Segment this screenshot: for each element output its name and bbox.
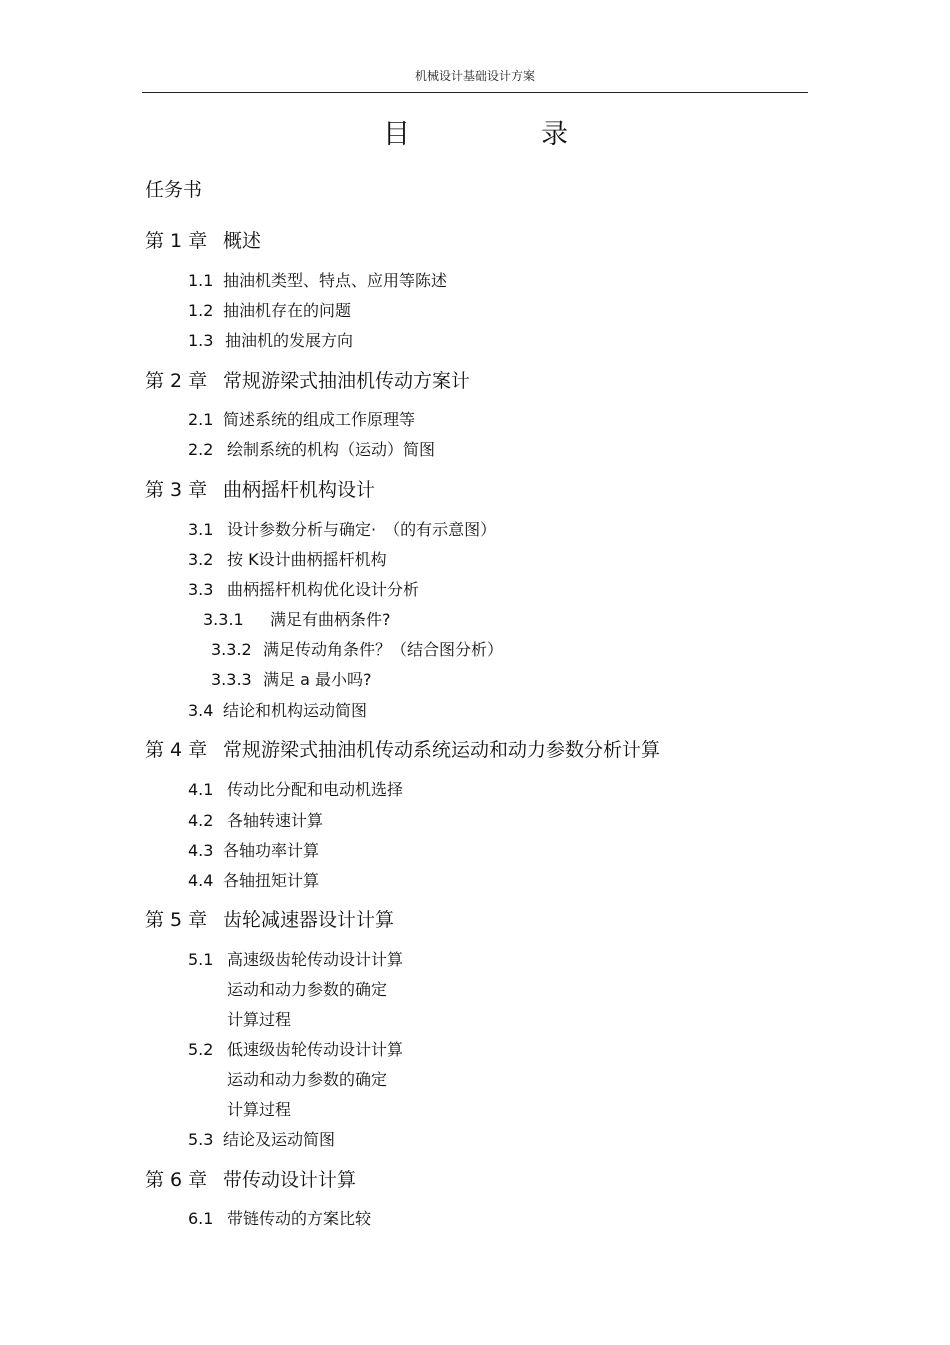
toc-item-5-1-b[interactable]	[227, 1012, 291, 1028]
toc-section-3-1[interactable]	[188, 522, 496, 538]
toc-section-2-1[interactable]	[188, 412, 415, 428]
toc-chapter-title: 带传动设计计算	[223, 1169, 357, 1191]
toc-chapter-1[interactable]	[145, 232, 261, 251]
page-header-text: 机械设计基础设计方案	[414, 69, 535, 83]
toc-section-number: 3.2	[188, 550, 214, 569]
toc-chapter-number: 第 6 章	[145, 1169, 208, 1191]
toc-title-char-2: 录	[541, 119, 568, 150]
toc-chapter-number: 第 5 章	[145, 909, 208, 931]
toc-section-title: 计算过程	[227, 1100, 292, 1119]
toc-section-1-2[interactable]	[188, 303, 351, 319]
toc-section-number: 4.2	[188, 811, 214, 830]
toc-chapter-title: 曲柄摇杆机构设计	[223, 479, 376, 501]
toc-section-1-3[interactable]	[188, 333, 353, 349]
toc-section-4-1[interactable]	[188, 782, 403, 798]
toc-section-5-3[interactable]	[188, 1132, 335, 1148]
toc-section-3-3[interactable]	[188, 582, 419, 598]
toc-item-5-2-a[interactable]	[227, 1072, 387, 1088]
toc-section-title: 各轴扭矩计算	[223, 871, 320, 890]
toc-title-char-1: 目	[383, 119, 410, 150]
toc-section-title: 满足传动角条件？（结合图分析）	[263, 640, 504, 659]
toc-section-number: 5.1	[188, 950, 214, 969]
toc-item-5-1-a[interactable]	[227, 982, 387, 998]
toc-subsection-3-3-1[interactable]	[203, 612, 391, 628]
toc-section-2-2[interactable]	[188, 442, 435, 458]
toc-section-4-4[interactable]	[188, 873, 319, 889]
toc-section-title: 计算过程	[227, 1010, 292, 1029]
toc-section-title: 抽油机类型、特点、应用等陈述	[223, 271, 448, 290]
toc-section-title: 满足 a 最小吗?	[263, 670, 372, 689]
toc-section-number: 2.2	[188, 440, 214, 459]
toc-section-title: 满足有曲柄条件?	[270, 610, 391, 629]
toc-section-4-2[interactable]	[188, 813, 323, 829]
toc-section-title: 传动比分配和电动机选择	[227, 780, 404, 799]
toc-subsection-3-3-2[interactable]	[211, 642, 503, 658]
toc-section-title: 设计参数分析与确定· （的有示意图）	[227, 520, 497, 539]
toc-item-5-2-b[interactable]	[227, 1102, 291, 1118]
toc-section-title: 高速级齿轮传动设计计算	[227, 950, 404, 969]
toc-section-title: 曲柄摇杆机构优化设计分析	[227, 580, 420, 599]
toc-subsection-3-3-3[interactable]	[211, 672, 371, 688]
toc-chapter-title: 常规游梁式抽油机传动方案计	[223, 370, 471, 392]
toc-section-4-3[interactable]	[188, 843, 319, 859]
toc-section-number: 1.1	[188, 271, 214, 290]
toc-chapter-number: 第 4 章	[145, 739, 208, 761]
toc-chapter-4[interactable]	[145, 741, 660, 760]
toc-chapter-number: 第 2 章	[145, 370, 208, 392]
toc-entry-title: 任务书	[145, 179, 203, 201]
toc-section-title: 运动和动力参数的确定	[227, 1070, 388, 1089]
toc-entry-renwushu[interactable]	[145, 181, 202, 200]
toc-chapter-title: 概述	[223, 230, 262, 252]
toc-section-3-2[interactable]	[188, 552, 387, 568]
toc-chapter-6[interactable]	[145, 1171, 356, 1190]
toc-section-title: 各轴转速计算	[227, 811, 324, 830]
toc-section-number: 3.3.3	[211, 670, 252, 689]
toc-section-1-1[interactable]	[188, 273, 447, 289]
toc-section-title: 各轴功率计算	[223, 841, 320, 860]
toc-section-number: 3.1	[188, 520, 214, 539]
toc-chapter-number: 第 3 章	[145, 479, 208, 501]
toc-section-number: 3.3	[188, 580, 214, 599]
toc-section-5-1[interactable]	[188, 952, 403, 968]
toc-section-number: 4.3	[188, 841, 214, 860]
toc-section-title: 抽油机的发展方向	[225, 331, 354, 350]
toc-section-title: 绘制系统的机构（运动）简图	[227, 440, 436, 459]
toc-section-number: 3.3.2	[211, 640, 252, 659]
toc-section-title: 结论和机构运动简图	[223, 701, 368, 720]
toc-section-5-2[interactable]	[188, 1042, 403, 1058]
toc-section-number: 2.1	[188, 410, 214, 429]
toc-section-title: 抽油机存在的问题	[223, 301, 352, 320]
toc-section-title: 简述系统的组成工作原理等	[223, 410, 416, 429]
toc-section-number: 1.2	[188, 301, 214, 320]
toc-section-3-4[interactable]	[188, 703, 367, 719]
page-header	[142, 62, 808, 93]
toc-section-6-1[interactable]	[188, 1211, 371, 1227]
toc-chapter-5[interactable]	[145, 911, 394, 930]
toc-section-title: 按 K设计曲柄摇杆机构	[227, 550, 387, 569]
toc-chapter-title: 齿轮减速器设计计算	[223, 909, 395, 931]
toc-section-number: 5.3	[188, 1130, 214, 1149]
toc-section-title: 运动和动力参数的确定	[227, 980, 388, 999]
toc-section-number: 5.2	[188, 1040, 214, 1059]
toc-chapter-2[interactable]	[145, 372, 470, 391]
toc-chapter-number: 第 1 章	[145, 230, 208, 252]
toc-section-number: 4.4	[188, 871, 214, 890]
toc-section-title: 带链传动的方案比较	[227, 1209, 372, 1228]
toc-section-number: 6.1	[188, 1209, 214, 1228]
toc-section-title: 结论及运动简图	[223, 1130, 336, 1149]
toc-chapter-3[interactable]	[145, 481, 375, 500]
toc-chapter-title: 常规游梁式抽油机传动系统运动和动力参数分析计算	[223, 739, 661, 761]
toc-section-number: 3.3.1	[203, 610, 244, 629]
toc-section-number: 4.1	[188, 780, 214, 799]
toc-section-number: 1.3	[188, 331, 214, 350]
toc-section-number: 3.4	[188, 701, 214, 720]
toc-section-title: 低速级齿轮传动设计计算	[227, 1040, 404, 1059]
